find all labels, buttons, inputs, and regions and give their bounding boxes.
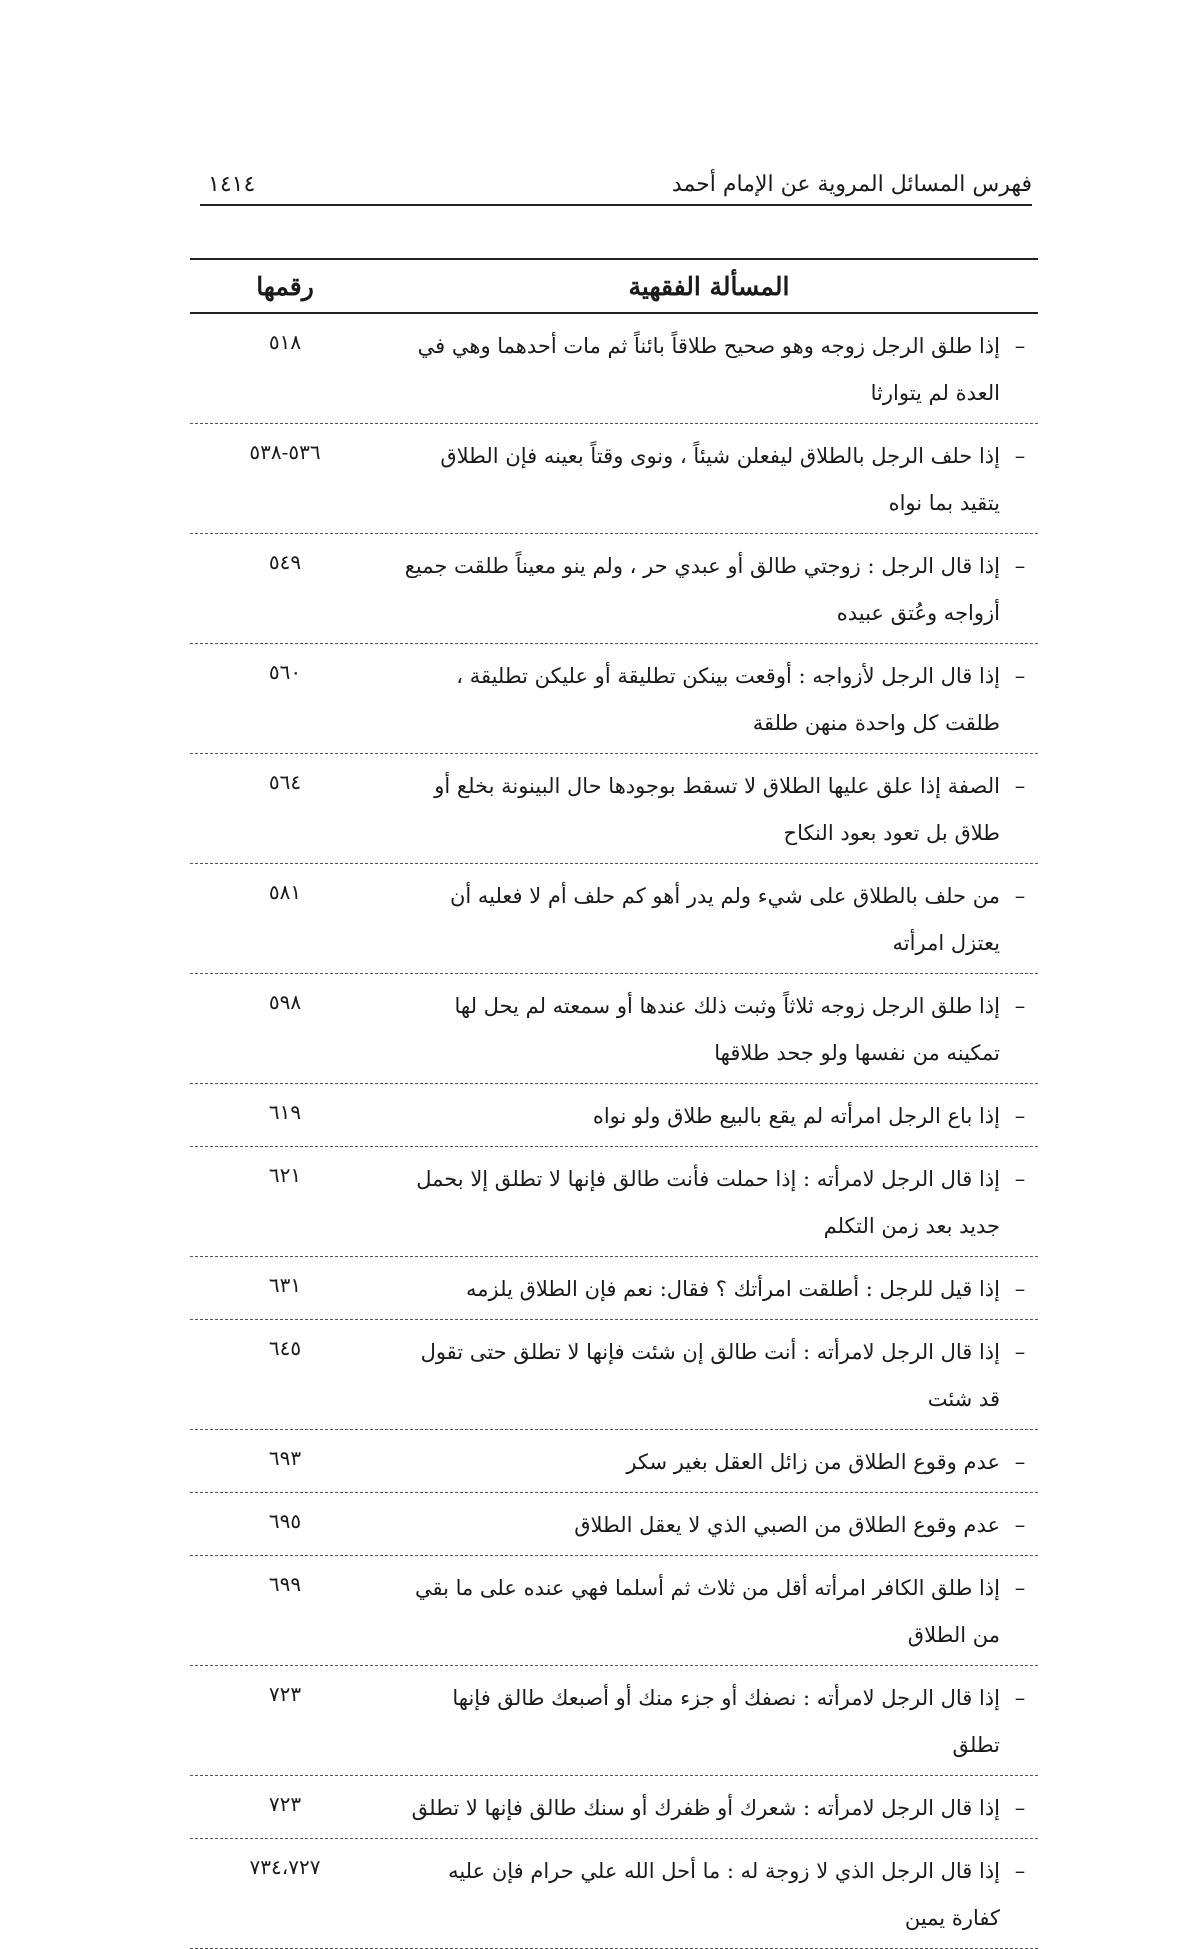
table-row bbox=[190, 644, 1038, 754]
list-dash: – bbox=[1014, 334, 1026, 358]
table-row bbox=[190, 534, 1038, 644]
list-dash: – bbox=[1014, 1859, 1026, 1883]
list-dash: – bbox=[1014, 1277, 1026, 1301]
issue-cell bbox=[380, 1093, 1038, 1140]
issue-number: ٦١٩ bbox=[268, 1100, 302, 1124]
issue-text: إذا قال الرجل لأزواجه : أوقعت بينكن تطليقة أو عليكن تطليقة ، طلقت كل واحدة منهن طلقة bbox=[456, 664, 1000, 735]
issue-cell bbox=[380, 653, 1038, 747]
issue-cell bbox=[380, 763, 1038, 857]
table-row bbox=[190, 754, 1038, 864]
list-dash: – bbox=[1014, 1340, 1026, 1364]
list-dash: – bbox=[1014, 1513, 1026, 1537]
list-dash: – bbox=[1014, 664, 1026, 688]
table-row bbox=[190, 864, 1038, 974]
list-dash: – bbox=[1014, 1167, 1026, 1191]
issue-number: ٧٣٤،٧٢٧ bbox=[249, 1855, 321, 1879]
issue-cell bbox=[380, 323, 1038, 417]
issue-cell bbox=[380, 543, 1038, 637]
issue-text: إذا قال الرجل : زوجتي طالق أو عبدي حر ، ولم ينو معيناً طلقت جميع أزواجه وعُتق عبيده bbox=[404, 554, 1000, 625]
issue-cell bbox=[380, 1565, 1038, 1659]
issue-number: ٥٨١ bbox=[268, 880, 302, 904]
table-row bbox=[190, 1430, 1038, 1493]
issue-number: ٦٢١ bbox=[268, 1163, 302, 1187]
list-dash: – bbox=[1014, 444, 1026, 468]
list-dash: – bbox=[1014, 1576, 1026, 1600]
list-dash: – bbox=[1014, 554, 1026, 578]
issue-cell bbox=[380, 1329, 1038, 1423]
table-body bbox=[190, 314, 1038, 1949]
issue-text: الصفة إذا علق عليها الطلاق لا تسقط بوجودها حال البينونة بخلع أو طلاق بل تعود بعود النكاح bbox=[434, 774, 1000, 845]
page-header bbox=[200, 164, 1032, 206]
issue-text: إذا قيل للرجل : أطلقت امرأتك ؟ فقال: نعم فإن الطلاق يلزمه bbox=[466, 1277, 1000, 1301]
issue-number: ٦٩٥ bbox=[268, 1509, 302, 1533]
issue-number: ٥٦٠ bbox=[268, 660, 302, 684]
table-row bbox=[190, 1320, 1038, 1430]
issue-cell bbox=[380, 1785, 1038, 1832]
issue-text: إذا قال الرجل لامرأته : شعرك أو ظفرك أو سنك طالق فإنها لا تطلق bbox=[411, 1796, 1000, 1820]
issue-text: إذا قال الرجل لامرأته : أنت طالق إن شئت فإنها لا تطلق حتى تقول قد شئت bbox=[420, 1340, 1000, 1411]
issue-number: ٦٤٥ bbox=[268, 1336, 302, 1360]
issue-number: ٥٣٦-٥٣٨ bbox=[249, 440, 321, 464]
index-table bbox=[190, 258, 1038, 1949]
issue-cell bbox=[380, 873, 1038, 967]
issue-text: عدم وقوع الطلاق من زائل العقل بغير سكر bbox=[626, 1450, 1000, 1474]
issue-cell bbox=[380, 1675, 1038, 1769]
issue-number: ٥٤٩ bbox=[268, 550, 302, 574]
list-dash: – bbox=[1014, 1796, 1026, 1820]
issue-text: إذا قال الرجل لامرأته : إذا حملت فأنت طالق فإنها لا تطلق إلا بحمل جديد بعد زمن التكلم bbox=[416, 1167, 1000, 1238]
issue-text: من حلف بالطلاق على شيء ولم يدر أهو كم حلف أم لا فعليه أن يعتزل امرأته bbox=[449, 884, 1000, 955]
issue-cell bbox=[380, 433, 1038, 527]
issue-text: إذا باع الرجل امرأته لم يقع بالبيع طلاق ولو نواه bbox=[592, 1104, 1000, 1128]
table-row bbox=[190, 424, 1038, 534]
issue-number: ٦٩٣ bbox=[268, 1446, 302, 1470]
table-row bbox=[190, 1084, 1038, 1147]
table-row bbox=[190, 1839, 1038, 1949]
table-row bbox=[190, 1147, 1038, 1257]
table-row bbox=[190, 974, 1038, 1084]
issue-number: ٧٢٣ bbox=[268, 1682, 302, 1706]
issue-text: إذا طلق الرجل زوجه ثلاثاً وثبت ذلك عندها أو سمعته لم يحل لها تمكينه من نفسها ولو جحد طلاقها bbox=[454, 994, 1000, 1065]
issue-number: ٦٩٩ bbox=[268, 1572, 302, 1596]
list-dash: – bbox=[1014, 1104, 1026, 1128]
table-header bbox=[190, 258, 1038, 314]
issue-number: ٥١٨ bbox=[268, 330, 302, 354]
list-dash: – bbox=[1014, 884, 1026, 908]
table-row bbox=[190, 1493, 1038, 1556]
issue-cell bbox=[380, 1848, 1038, 1942]
issue-cell bbox=[380, 1439, 1038, 1486]
issue-column-header: المسألة الفقهية bbox=[628, 271, 790, 301]
issue-text: إذا طلق الرجل زوجه وهو صحيح طلاقاً بائناً ثم مات أحدهما وهي في العدة لم يتوارثا bbox=[417, 334, 1000, 405]
list-dash: – bbox=[1014, 994, 1026, 1018]
issue-text: إذا حلف الرجل بالطلاق ليفعلن شيئاً ، ونوى وقتاً بعينه فإن الطلاق يتقيد بما نواه bbox=[440, 444, 1000, 515]
issue-cell bbox=[380, 1156, 1038, 1250]
list-dash: – bbox=[1014, 1450, 1026, 1474]
issue-text: إذا قال الرجل الذي لا زوجة له : ما أحل الله علي حرام فإن عليه كفارة يمين bbox=[448, 1859, 1000, 1930]
issue-text: إذا طلق الكافر امرأته أقل من ثلاث ثم أسلما فهي عنده على ما بقي من الطلاق bbox=[414, 1576, 1000, 1647]
issue-number: ٥٩٨ bbox=[268, 990, 302, 1014]
issue-cell bbox=[380, 1266, 1038, 1313]
issue-cell bbox=[380, 983, 1038, 1077]
table-row bbox=[190, 314, 1038, 424]
issue-text: إذا قال الرجل لامرأته : نصفك أو جزء منك أو أصبعك طالق فإنها تطلق bbox=[452, 1686, 1000, 1757]
issue-number: ٥٦٤ bbox=[268, 770, 302, 794]
issue-cell bbox=[380, 1502, 1038, 1549]
table-row bbox=[190, 1776, 1038, 1839]
table-row bbox=[190, 1666, 1038, 1776]
running-title: فهرس المسائل المروية عن الإمام أحمد bbox=[671, 172, 1032, 197]
issue-number: ٦٣١ bbox=[268, 1273, 302, 1297]
page-number: ١٤١٤ bbox=[208, 172, 256, 197]
table-row bbox=[190, 1556, 1038, 1666]
list-dash: – bbox=[1014, 1686, 1026, 1710]
issue-text: عدم وقوع الطلاق من الصبي الذي لا يعقل الطلاق bbox=[574, 1513, 1000, 1537]
list-dash: – bbox=[1014, 774, 1026, 798]
number-column-header: رقمها bbox=[256, 271, 314, 301]
table-row bbox=[190, 1257, 1038, 1320]
issue-number: ٧٢٣ bbox=[268, 1792, 302, 1816]
